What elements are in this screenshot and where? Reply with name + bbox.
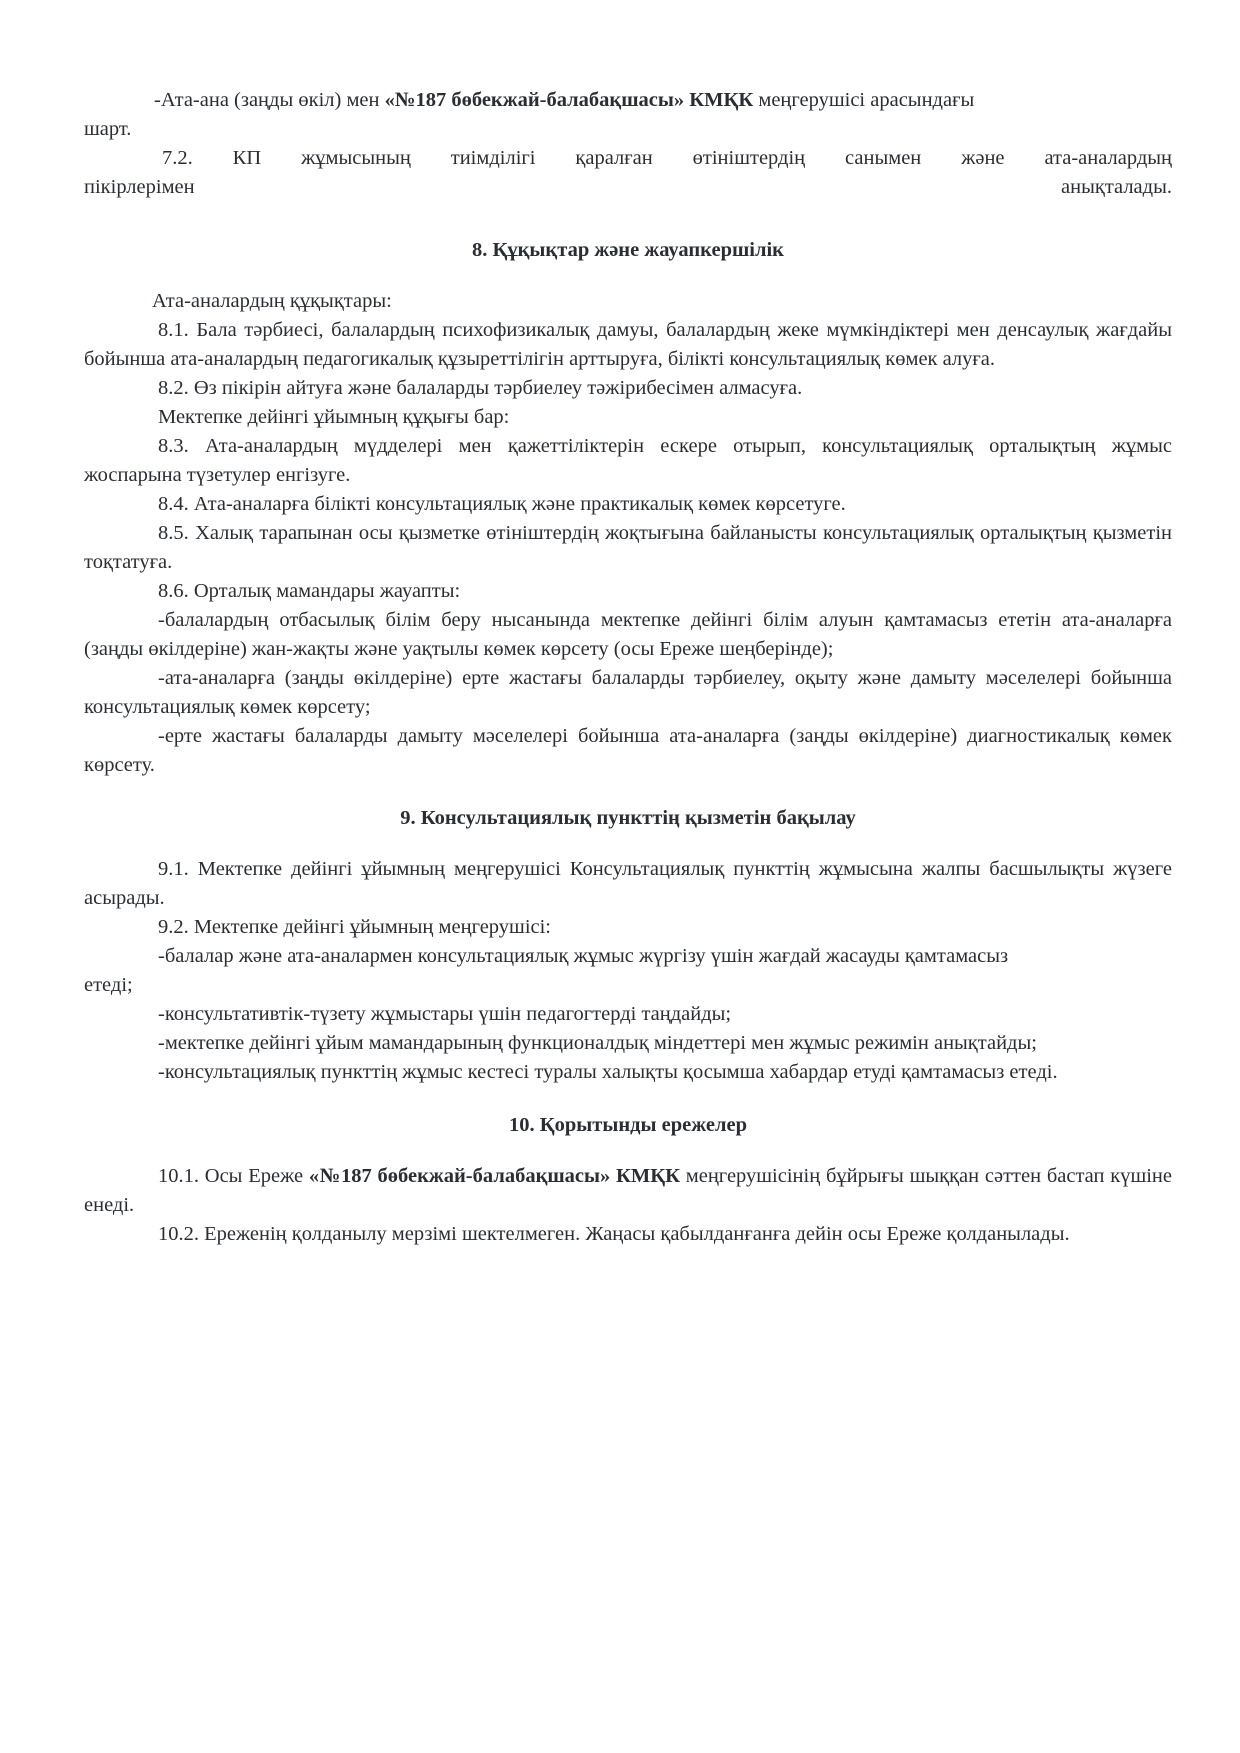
org-name: «№187 бөбекжай-балабақшасы» КМҚК bbox=[308, 1165, 680, 1187]
para-7-2-b: пікірлерімен анықталады. bbox=[84, 176, 1172, 198]
section-8-title: 8. Құқықтар және жауапкершілік bbox=[472, 239, 784, 261]
s9-item: -консультациялық пункттің жұмыс кестесі туралы халықты қосымша хабардар етуді қамтамасыз етеді. bbox=[158, 1061, 1058, 1083]
p101-pre: 10.1. Осы Ереже bbox=[158, 1165, 309, 1187]
p101-post: меңгерушісінің бұйрығы шыққан сәттен бастап күшіне енеді. bbox=[84, 1165, 1172, 1216]
s8-item: 8.6. Орталық мамандары жауапты: bbox=[158, 580, 461, 602]
para-7-2-a: 7.2. КП жұмысының тиімділігі қаралған өтініштердің санымен және ата-аналардың bbox=[162, 147, 1172, 169]
para-10-1 bbox=[84, 1162, 1172, 1220]
s8-item: Мектепке дейінгі ұйымның құқығы бар: bbox=[158, 406, 510, 428]
section-10-title: 10. Қорытынды ережелер bbox=[509, 1114, 747, 1136]
org-name: «№187 бөбекжай-балабақшасы» КМҚК bbox=[384, 89, 754, 111]
s8-item: 8.3. Ата-аналардың мүдделері мен қажеттіліктерін ескере отырып, консультациялық орталықтың жұмыс жоспарына түзетулер енгізуге. bbox=[84, 435, 1172, 486]
para-10-2: 10.2. Ереженің қолданылу мерзімі шектелмеген. Жаңасы қабылданғанға дейін осы Ереже қолданылады. bbox=[158, 1223, 1070, 1245]
s9-item: -консультативтік-түзету жұмыстары үшін педагогтерді таңдайды; bbox=[158, 1003, 732, 1025]
s9-item: -мектепке дейінгі ұйым мамандарының функционалдық міндеттері мен жұмыс режимін анықтайды; bbox=[158, 1032, 1037, 1054]
s8-item: 8.5. Халық тарапынан осы қызметке өтініштердің жоқтығына байланысты консультациялық орталықтың қызметін тоқтатуға. bbox=[84, 522, 1172, 573]
s9-item: -балалар және ата-аналармен консультациялық жұмыс жүргізу үшін жағдай жасауды қамтамасыз етеді; bbox=[84, 945, 1009, 996]
contract-line bbox=[84, 86, 1172, 115]
s9-item: 9.2. Мектепке дейінгі ұйымның меңгерушісі: bbox=[158, 916, 552, 938]
s8-item: 8.1. Бала тәрбиесі, балалардың психофизикалық дамуы, балалардың жеке мүмкіндіктері мен денсаулық жағдайы бойынша ата-аналардың педагогикалық құзыреттілігін арттыруға, білікті консультациялық көмек алуға. bbox=[84, 319, 1172, 370]
s9-item: 9.1. Мектепке дейінгі ұйымның меңгерушісі Консультациялық пункттің жұмысына жалпы басшылықты жүзеге асырады. bbox=[84, 858, 1172, 909]
s8-item: 8.2. Өз пікірін айтуға және балаларды тәрбиелеу тәжірибесімен алмасуға. bbox=[158, 377, 803, 399]
s8-item: Ата-аналардың құқықтары: bbox=[152, 290, 392, 312]
contract-pre: -Ата-ана (заңды өкіл) мен bbox=[154, 89, 385, 111]
s8-item: -ата-аналарға (заңды өкілдеріне) ерте жастағы балаларды тәрбиелеу, оқыту және дамыту мәселелері бойынша консультациялық көмек көрсету; bbox=[84, 667, 1172, 718]
s8-item: 8.4. Ата-аналарға білікті консультациялық және практикалық көмек көрсетуге. bbox=[158, 493, 846, 515]
contract-post: меңгерушісі арасындағы bbox=[753, 89, 975, 111]
section-9-title: 9. Консультациялық пункттің қызметін бақылау bbox=[400, 807, 856, 829]
s8-item: -балалардың отбасылық білім беру нысанында мектепке дейінгі білім алуын қамтамасыз ететін ата-аналарға (заңды өкілдеріне) жан-жақты және уақтылы көмек көрсету (осы Ереже шеңберінде); bbox=[84, 609, 1172, 660]
s8-item: -ерте жастағы балаларды дамыту мәселелері бойынша ата-аналарға (заңды өкілдеріне) диагностикалық көмек көрсету. bbox=[84, 725, 1172, 776]
contract-end: шарт. bbox=[84, 118, 132, 140]
